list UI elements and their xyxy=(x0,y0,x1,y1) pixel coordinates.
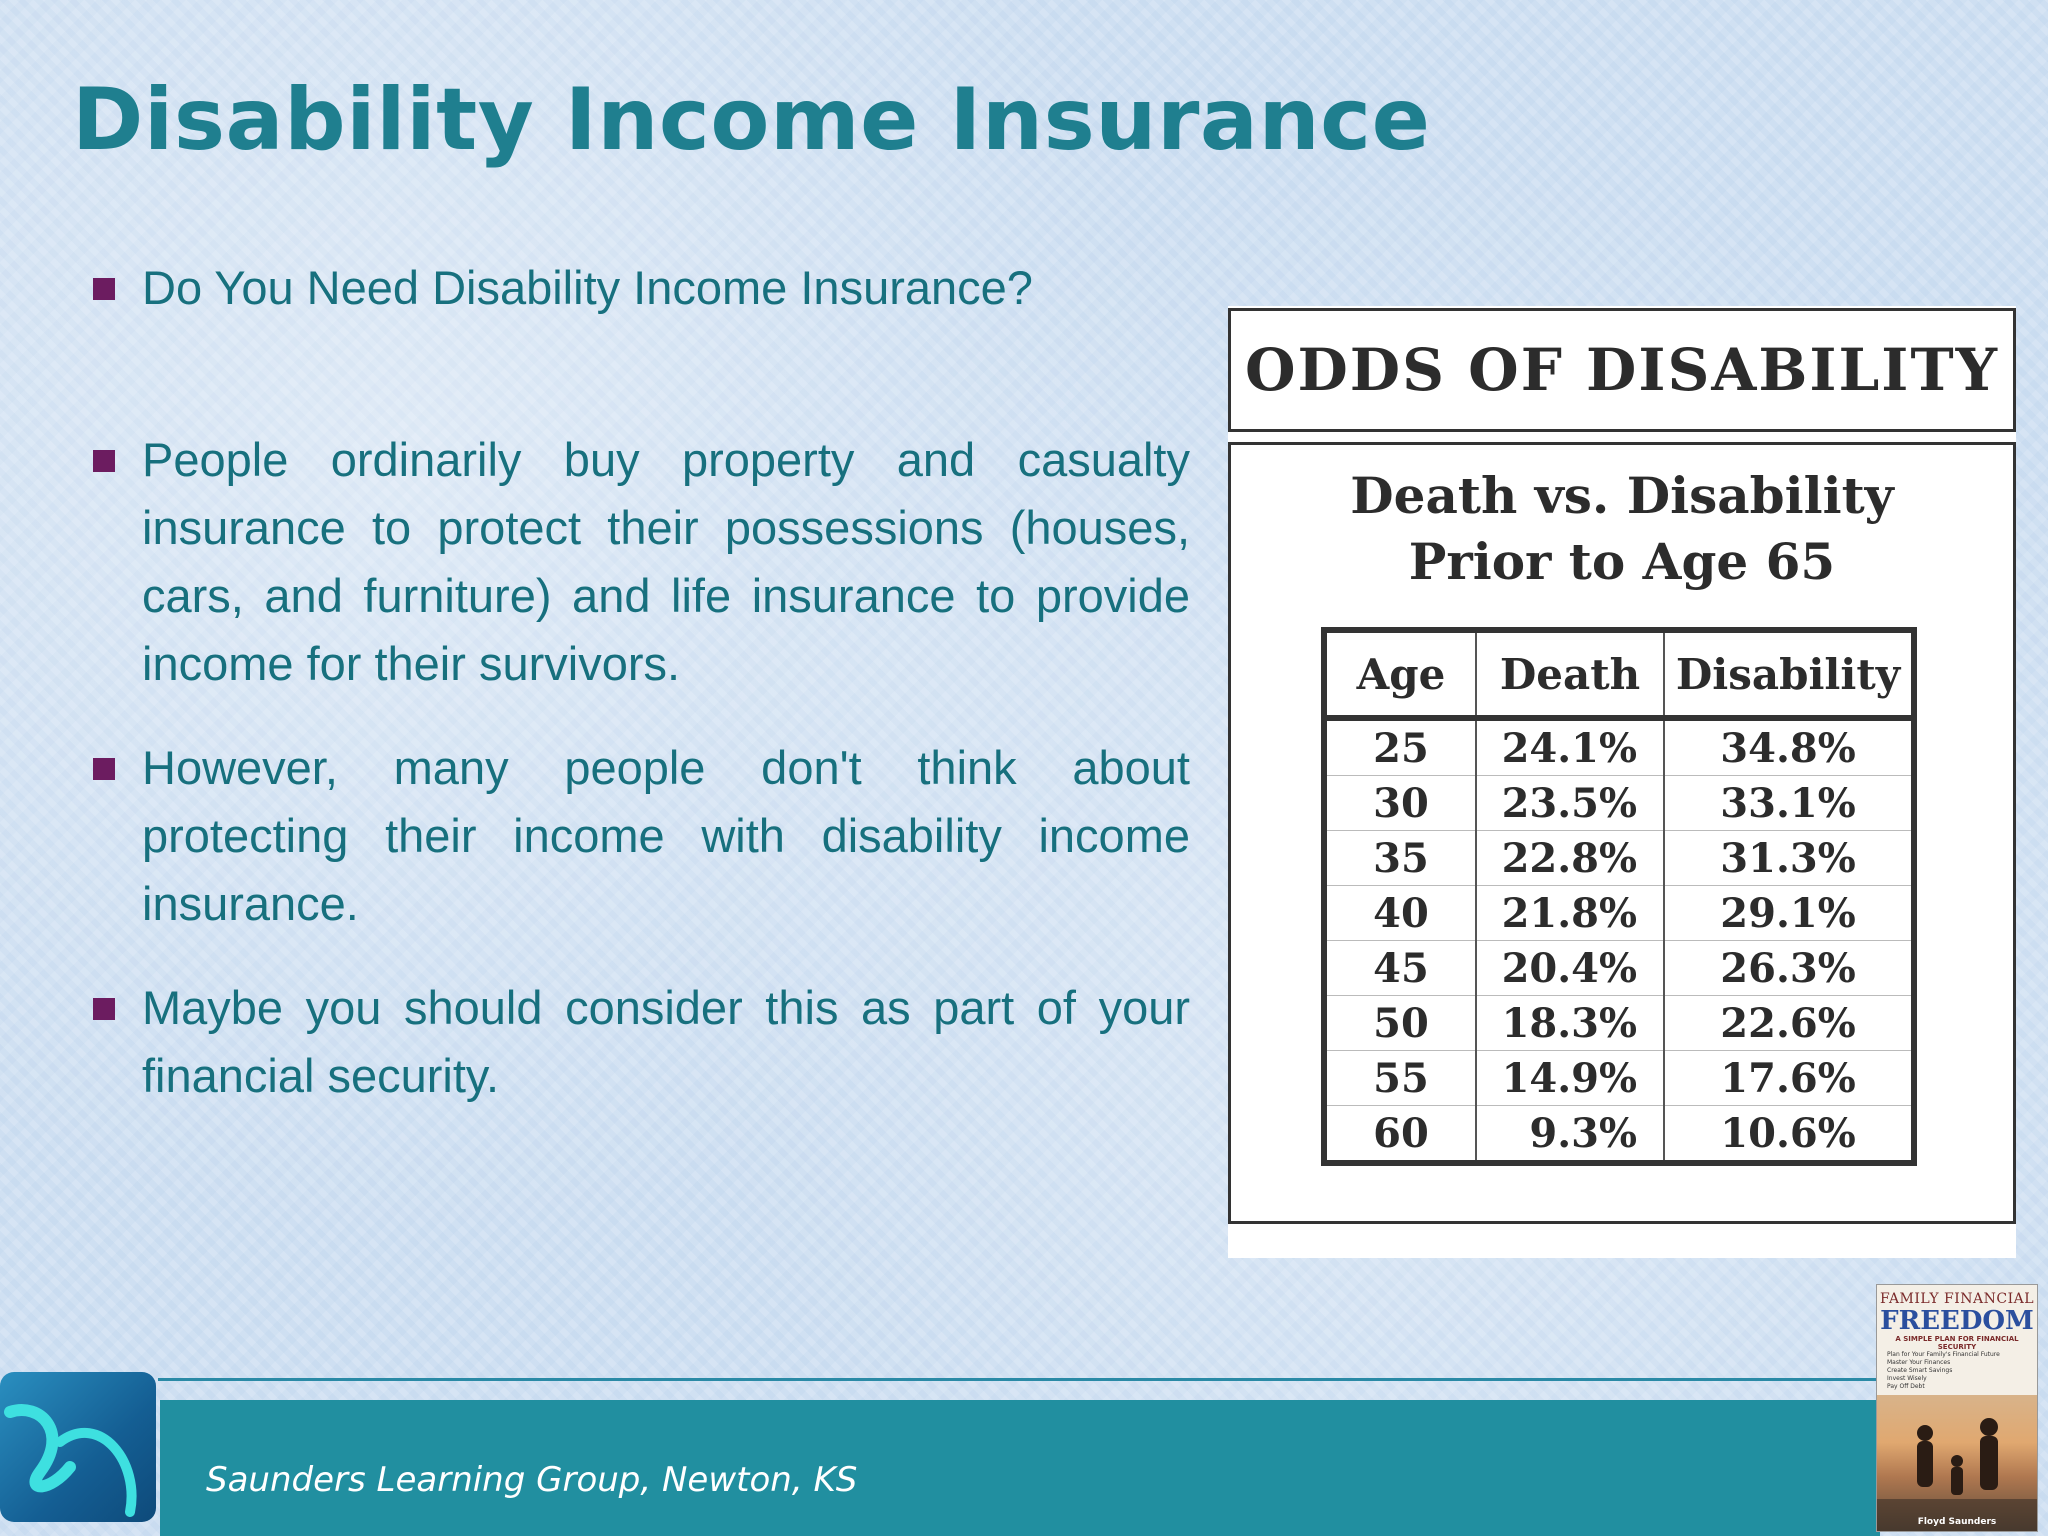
cell-age: 50 xyxy=(1324,996,1476,1051)
bullet-square-icon xyxy=(93,998,115,1020)
table-row xyxy=(1324,1051,1914,1106)
cell-disability: 22.6% xyxy=(1664,996,1914,1051)
cell-disability: 33.1% xyxy=(1664,776,1914,831)
cell-death: 22.8% xyxy=(1476,831,1664,886)
cell-disability: 26.3% xyxy=(1664,941,1914,996)
cell-death: 9.3% xyxy=(1476,1106,1664,1164)
book-feature-list xyxy=(1887,1351,2000,1391)
odds-table-box xyxy=(1228,442,2016,1224)
bullet-text: Maybe you should consider this as part of your financial security. xyxy=(142,981,1190,1102)
odds-table xyxy=(1321,627,1917,1166)
table-row xyxy=(1324,776,1914,831)
column-header-age: Age xyxy=(1324,630,1476,718)
table-row xyxy=(1324,941,1914,996)
cell-death: 23.5% xyxy=(1476,776,1664,831)
slide-title: Disability Income Insurance xyxy=(72,70,1431,170)
book-tagline: A SIMPLE PLAN FOR FINANCIAL SECURITY xyxy=(1895,1335,2019,1351)
cell-disability: 31.3% xyxy=(1664,831,1914,886)
footer-divider xyxy=(158,1378,1878,1381)
book-title: FREEDOM xyxy=(1880,1306,2034,1336)
book-feature: Master Your Finances xyxy=(1887,1359,1951,1366)
book-series: FAMILY FINANCIAL xyxy=(1879,1291,2035,1307)
cell-age: 40 xyxy=(1324,886,1476,941)
book-cover xyxy=(1876,1284,2038,1532)
cell-age: 60 xyxy=(1324,1106,1476,1164)
cell-death: 20.4% xyxy=(1476,941,1664,996)
cell-death: 24.1% xyxy=(1476,718,1664,776)
bullet-item xyxy=(90,426,1190,698)
cell-age: 25 xyxy=(1324,718,1476,776)
table-subtitle-line1: Death vs. Disability xyxy=(1350,466,1894,525)
cell-age: 55 xyxy=(1324,1051,1476,1106)
book-feature: Plan for Your Family's Financial Future xyxy=(1887,1351,2000,1358)
family-silhouette-icon xyxy=(1877,1395,2037,1531)
odds-heading: ODDS OF DISABILITY xyxy=(1244,336,2000,404)
table-row xyxy=(1324,1106,1914,1164)
book-cover-photo xyxy=(1877,1395,2037,1531)
book-author: Floyd Saunders xyxy=(1917,1517,1997,1527)
bullet-text: Do You Need Disability Income Insurance? xyxy=(142,261,1033,314)
table-subtitle-line2: Prior to Age 65 xyxy=(1408,532,1836,591)
bullet-item xyxy=(90,734,1190,938)
table-subtitle xyxy=(1231,463,2013,595)
cell-death: 21.8% xyxy=(1476,886,1664,941)
bullet-text: People ordinarily buy property and casualty insurance to protect their possessions (houses, cars, and furniture) and life insurance to provide income for their survivors. xyxy=(142,433,1190,690)
book-cover-header xyxy=(1877,1291,2037,1351)
table-row xyxy=(1324,996,1914,1051)
table-row xyxy=(1324,831,1914,886)
bullet-item xyxy=(90,254,1190,322)
logo-icon xyxy=(0,1372,156,1522)
odds-heading-box xyxy=(1228,308,2016,432)
footer-text: Saunders Learning Group, Newton, KS xyxy=(206,1460,858,1500)
book-feature: Create Smart Savings xyxy=(1887,1367,1953,1374)
bullet-square-icon xyxy=(93,450,115,472)
bullet-item xyxy=(90,974,1190,1110)
cell-death: 18.3% xyxy=(1476,996,1664,1051)
odds-of-disability-figure xyxy=(1228,306,2016,1258)
cell-disability: 29.1% xyxy=(1664,886,1914,941)
column-header-death: Death xyxy=(1476,630,1664,718)
bullet-text: However, many people don't think about protecting their income with disability income insurance. xyxy=(142,741,1190,930)
cell-age: 30 xyxy=(1324,776,1476,831)
column-header-disability: Disability xyxy=(1664,630,1914,718)
cell-disability: 10.6% xyxy=(1720,1109,1856,1157)
table-row xyxy=(1324,886,1914,941)
bullet-square-icon xyxy=(93,758,115,780)
table-header-row xyxy=(1324,630,1914,718)
cell-disability: 34.8% xyxy=(1664,718,1914,776)
book-feature: Invest Wisely xyxy=(1887,1375,1927,1382)
cell-age: 45 xyxy=(1324,941,1476,996)
cell-age: 35 xyxy=(1324,831,1476,886)
book-feature: Pay Off Debt xyxy=(1887,1383,1925,1390)
cell-disability: 17.6% xyxy=(1664,1051,1914,1106)
bullet-square-icon xyxy=(93,278,115,300)
table-row xyxy=(1324,718,1914,776)
cell-death: 14.9% xyxy=(1476,1051,1664,1106)
bullet-list xyxy=(90,254,1190,1110)
logo-swoosh-icon xyxy=(0,1372,156,1522)
